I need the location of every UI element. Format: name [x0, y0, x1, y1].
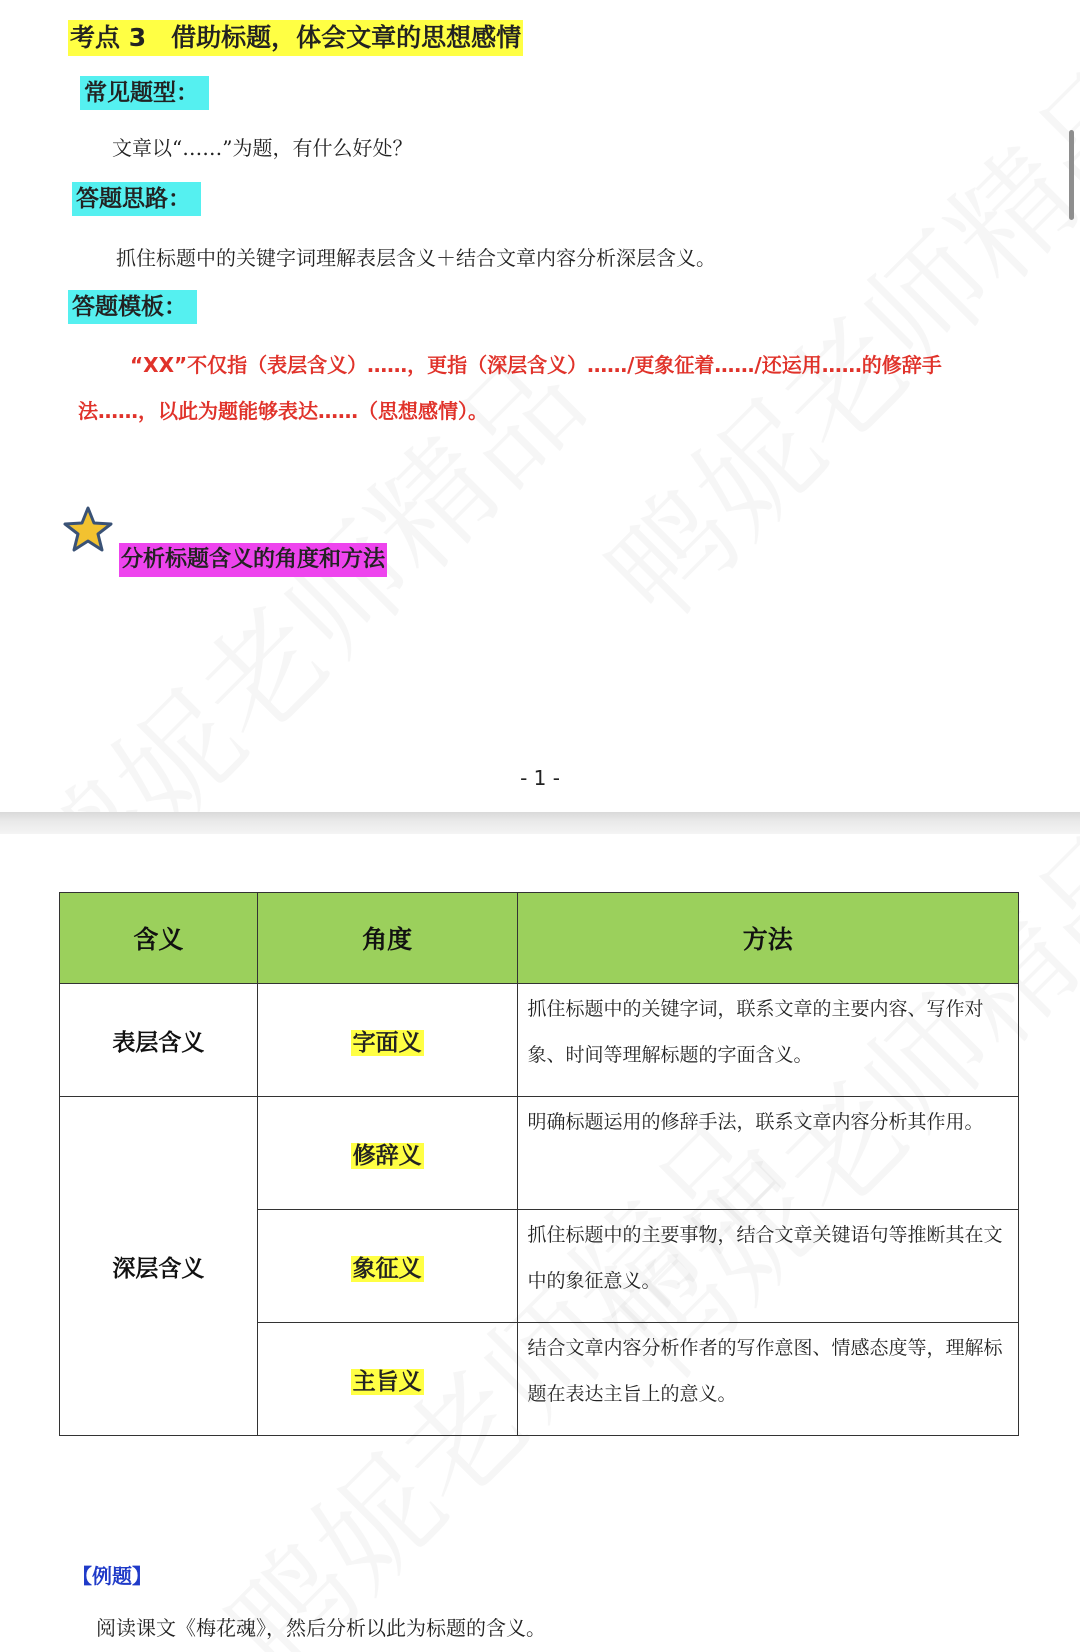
angle-label: 象征义	[352, 1255, 422, 1282]
table-row	[60, 1097, 1019, 1210]
angle-cell	[257, 1210, 517, 1323]
table-header-row	[60, 893, 1019, 984]
angle-cell	[257, 1097, 517, 1210]
template-text	[78, 342, 1018, 434]
header-angle: 角度	[257, 893, 517, 984]
page-separator	[0, 812, 1080, 834]
approach-label: 答题思路：	[72, 182, 201, 216]
method-cell: 抓住标题中的关键字词，联系文章的主要内容、写作对象、时间等理解标题的字面含义。	[517, 984, 1018, 1097]
common-question-text: 文章以“……”为题，有什么好处？	[112, 136, 413, 160]
document-page-1	[0, 0, 1080, 812]
page-title: 考点 3 借助标题，体会文章的思想感情	[68, 20, 523, 56]
document-page-2	[0, 834, 1080, 1652]
angle-label: 修辞义	[352, 1142, 422, 1169]
angle-label: 字面义	[352, 1029, 422, 1056]
common-question-label: 常见题型：	[80, 76, 209, 110]
star-icon	[62, 506, 114, 552]
method-cell: 结合文章内容分析作者的写作意图、情感态度等，理解标题在表达主旨上的意义。	[517, 1323, 1018, 1436]
watermark	[565, 21, 1080, 652]
category-cell: 表层含义	[60, 984, 258, 1097]
approach-text: 抓住标题中的关键字词理解表层含义＋结合文章内容分析深层含义。	[116, 246, 716, 270]
template-label: 答题模板：	[68, 290, 197, 324]
angle-method-table	[59, 892, 1019, 1436]
header-method: 方法	[517, 893, 1018, 984]
example-text: 阅读课文《梅花魂》，然后分析以此为标题的含义。	[96, 1616, 546, 1640]
table-row	[60, 984, 1019, 1097]
page-number: - 1 -	[520, 766, 560, 790]
example-label: 【例题】	[72, 1564, 152, 1588]
method-cell: 明确标题运用的修辞手法，联系文章内容分析其作用。	[517, 1097, 1018, 1210]
angle-cell	[257, 1323, 517, 1436]
category-cell: 深层含义	[60, 1097, 258, 1436]
subsection-title: 分析标题含义的角度和方法	[119, 543, 387, 577]
angle-label: 主旨义	[352, 1368, 422, 1395]
scrollbar-thumb[interactable]	[1069, 130, 1074, 220]
method-cell: 抓住标题中的主要事物，结合文章关键语句等推断其在文中的象征意义。	[517, 1210, 1018, 1323]
header-meaning: 含义	[60, 893, 258, 984]
angle-cell	[257, 984, 517, 1097]
template-text-content: “XX”不仅指（表层含义）……，更指（深层含义）……/更象征着……/还运用……的修辞手法……，以此为题能够表达……（思想感情）。	[78, 353, 942, 423]
